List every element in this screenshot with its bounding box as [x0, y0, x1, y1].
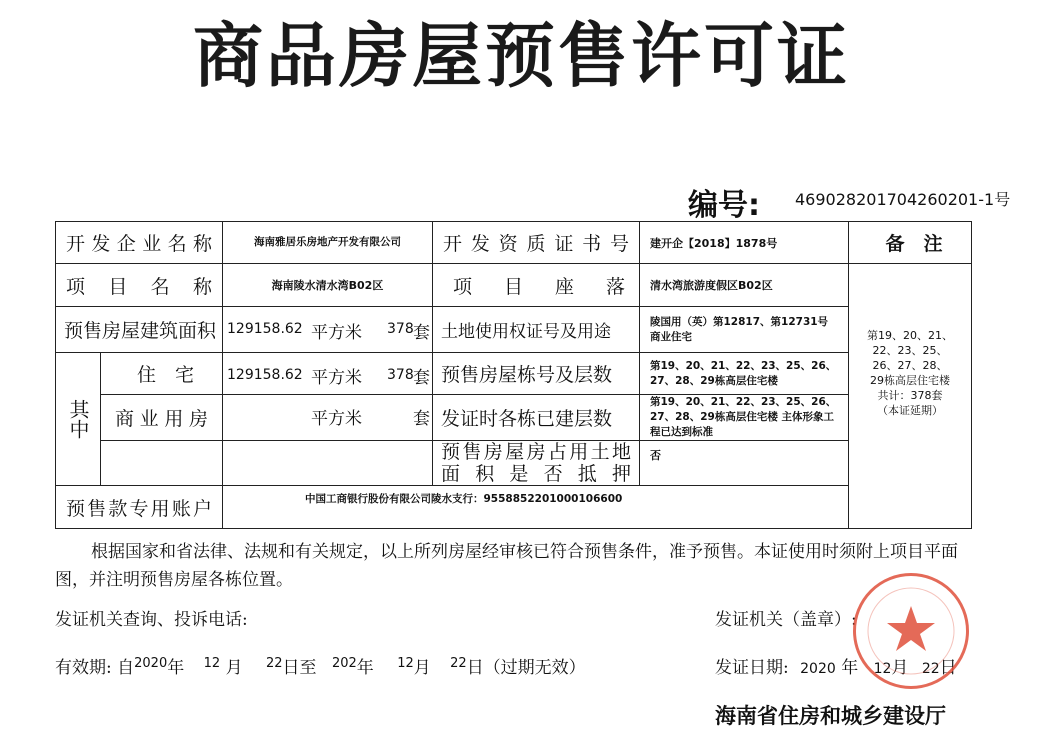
year-char: 年	[356, 658, 374, 678]
legal-statement-text: 根据国家和省法律、法规和有关规定，以上所列房屋经审核已符合预售条件，准予预售。本证使用时须附上项目平面图，并注明预售房屋各栋位置。	[55, 542, 958, 590]
certificate-number-label: 编号:	[688, 188, 760, 223]
issue-date-day-char: 日	[939, 658, 957, 678]
validity-period	[55, 653, 586, 678]
mortgage-label-line2: 面积是否抵押	[441, 463, 631, 485]
to-text: 日至	[282, 658, 317, 678]
mortgage-label-line1: 预售房屋房占用土地	[441, 441, 631, 463]
floors-built-value: 第19、20、21、22、23、25、26、27、28、29栋高层住宅楼 主体形象工程已达到标准	[640, 395, 849, 441]
month-char: 月	[225, 658, 243, 678]
month-char: 月	[413, 658, 431, 678]
remarks-label: 备 注	[849, 222, 972, 264]
validity-end-day: 22	[450, 656, 467, 671]
developer-label: 开发企业名称	[56, 222, 223, 264]
mortgage-value: 否	[640, 441, 849, 486]
commercial-area-unit: 平方米	[311, 409, 362, 429]
empty-cell	[101, 441, 223, 486]
issue-date-month-char: 月	[891, 658, 909, 678]
validity-end-year: 202	[331, 656, 357, 671]
floors-built-label: 发证时各栋已建层数	[433, 395, 640, 441]
project-name-value: 海南陵水清水湾B02区	[223, 264, 433, 307]
remarks-line: 26、27、28、	[872, 359, 948, 372]
empty-cell	[223, 441, 433, 486]
qualification-label: 开发资质证书号	[433, 222, 640, 264]
issue-date-year-char: 年	[841, 658, 859, 678]
residential-label: 住 宅	[101, 353, 223, 395]
account-value: 中国工商银行股份有限公司陵水支行：9558852201000106600	[223, 486, 849, 529]
among-label	[56, 353, 101, 486]
presale-area-unit: 平方米	[311, 323, 362, 343]
buildings-label: 预售房屋栋号及层数	[433, 353, 640, 395]
remarks-line: 共计：378套	[877, 389, 943, 402]
remarks-line: 22、23、25、	[872, 344, 948, 357]
remarks-content	[849, 264, 972, 529]
commercial-label: 商业用房	[101, 395, 223, 441]
year-char: 年	[167, 658, 185, 678]
issuing-department: 海南省住房和城乡建设厅	[715, 703, 946, 728]
mortgage-label	[433, 441, 640, 486]
residential-area-value: 129158.62	[227, 367, 303, 383]
among-label-text: 其中	[66, 399, 90, 439]
validity-start-year: 2020	[134, 656, 168, 671]
commercial-cell	[223, 395, 433, 441]
validity-end-month: 12	[397, 656, 414, 671]
residential-set-unit: 套	[413, 368, 430, 388]
certificate-number-value: 469028201704260201-1号	[795, 190, 1011, 209]
remarks-line: （本证延期）	[877, 404, 943, 417]
presale-area-count: 378	[387, 321, 414, 337]
validity-start-month: 12	[203, 656, 221, 671]
issuer-label: 发证机关（盖章）:	[715, 610, 857, 630]
validity-start-day: 22	[266, 656, 283, 671]
residential-cell	[223, 353, 433, 395]
project-location-label: 项 目 座 落	[433, 264, 640, 307]
presale-area-value: 129158.62	[227, 321, 303, 337]
land-cert-label: 土地使用权证号及用途	[433, 307, 640, 353]
validity-end-text: 日（过期无效）	[466, 658, 586, 678]
seal-star-icon	[856, 576, 966, 686]
issue-date-day: 22	[921, 661, 940, 677]
remarks-line: 29栋高层住宅楼	[870, 374, 950, 387]
validity-label: 有效期: 自	[55, 658, 135, 678]
issue-date-label: 发证日期:	[715, 658, 789, 678]
residential-count: 378	[387, 367, 414, 383]
land-cert-value: 陵国用（英）第12817、第12731号 商业住宅	[640, 307, 849, 353]
presale-area-set-unit: 套	[413, 323, 430, 343]
issue-date-month: 12	[873, 661, 892, 677]
buildings-value: 第19、20、21、22、23、25、26、27、28、29栋高层住宅楼	[640, 353, 849, 395]
remarks-line: 第19、20、21、	[867, 329, 953, 342]
official-seal	[853, 573, 969, 689]
certificate-table	[55, 221, 972, 529]
issue-date-year: 2020	[800, 661, 836, 677]
developer-value: 海南雅居乐房地产开发有限公司	[223, 222, 433, 264]
project-name-label: 项 目 名 称	[56, 264, 223, 307]
document-title: 商品房屋预售许可证	[193, 15, 850, 97]
account-label: 预售款专用账户	[56, 486, 223, 529]
commercial-set-unit: 套	[413, 409, 430, 429]
project-location-value: 清水湾旅游度假区B02区	[640, 264, 849, 307]
legal-statement	[55, 538, 990, 594]
inquiry-label: 发证机关查询、投诉电话:	[55, 610, 248, 630]
residential-area-unit: 平方米	[311, 368, 362, 388]
presale-area-label: 预售房屋建筑面积	[56, 307, 223, 353]
qualification-value: 建开企【2018】1878号	[640, 222, 849, 264]
presale-area-cell	[223, 307, 433, 353]
